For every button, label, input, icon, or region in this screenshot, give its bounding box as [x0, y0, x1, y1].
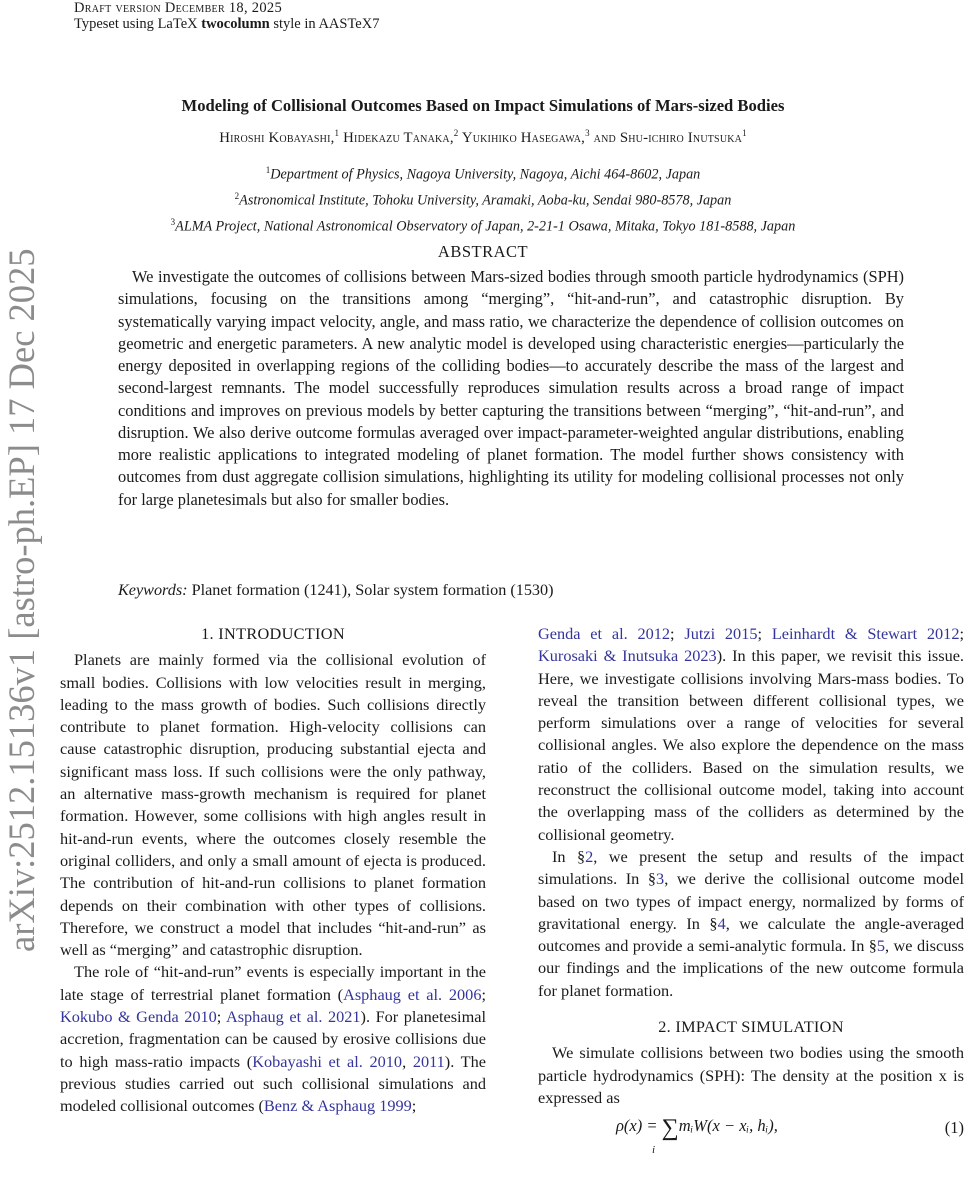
section-heading-impact-simulation: 2. IMPACT SIMULATION — [658, 1017, 844, 1037]
affiliation-item: $^1$Department of Physics, Nagoya University, Nagoya, Aichi 464-8602, Japan — [265, 165, 701, 183]
intro-paragraph-continued: Genda et al. 2012; Jutzi 2015; Leinhardt & Stewart 2012; Kurosaki & Inutsuka 2023). In this paper, we revisit this issue. Here, we investigate collisions involving Mars-mass bodies. To reveal the transition between different collisional types, we perform simulations over a range of velocities for several collisional angles. We also explore the dependence on the mass ratio of the colliders. Based on the simulation results, we reconstruct the collisional outcome model, taking into account the overlapping mass of the colliders as determined by the collisional geometry. — [538, 624, 965, 844]
citation-link[interactable]: Jutzi 2015 — [684, 624, 758, 643]
citation-link[interactable]: Benz & Asphaug 1999 — [263, 1096, 412, 1116]
left-column — [60, 623, 486, 1118]
author-affil-marker: 1 — [334, 128, 340, 138]
affiliation-item: $^2$Astronomical Institute, Tohoku University, Aramaki, Aoba-ku, Sendai 980-8578, Japan — [234, 191, 732, 209]
equation-body: ρ(x) = ∑mᵢW(x − xᵢ, hᵢ), — [616, 1115, 778, 1142]
equation-1 — [538, 1111, 964, 1155]
equation-number: (1) — [944, 1118, 964, 1138]
citation-link[interactable]: Kobayashi et al. 2010 — [252, 1051, 403, 1071]
section-link[interactable]: 5 — [876, 936, 886, 956]
paper-title: Modeling of Collisional Outcomes Based on Impact Simulations of Mars-sized Bodies — [181, 96, 785, 115]
citation-link[interactable]: Genda et al. 2012 — [538, 624, 671, 643]
typeset-line: Typeset using LaTeX twocolumn style in AASTeX7 — [74, 16, 380, 32]
latex-logo: LaTeX — [157, 16, 198, 32]
author-list — [0, 128, 966, 147]
author-affil-marker: 2 — [453, 128, 459, 138]
affiliation-item: $^3$ALMA Project, National Astronomical Observatory of Japan, 2-21-1 Osawa, Mitaka, Tokyo 181-8588, Japan — [170, 217, 796, 236]
section-heading-introduction: 1. INTRODUCTION — [201, 624, 345, 643]
intro-paragraph-1: Planets are mainly formed via the collisional evolution of small bodies. Collisions with low velocities result in merging, leading to the mass growth of bodies. Such collisions directly contribute to planet formation. High-velocity collisions can cause catastrophic disruption, producing substantial ejecta and significant mass loss. If such collisions were the only pathway, an alternative mass-growth mechanism is required for planet formation. However, some collisions with high angles result in hit-and-run events, where the outcomes closely resemble the original colliders, and only a small amount of ejecta is produced. The contribution of hit-and-run collisions to planet formation depends on their combination with other types of collisions. Therefore, we construct a model that includes “hit-and-run” as well as “merging” and catastrophic disruption. — [60, 650, 486, 960]
citation-link[interactable]: Kokubo & Genda 2010 — [60, 1007, 217, 1027]
abstract-heading: ABSTRACT — [437, 242, 529, 261]
citation-link[interactable]: Leinhardt & Stewart 2012 — [771, 624, 960, 643]
citation-link[interactable]: 2011 — [412, 1051, 445, 1071]
keywords-label: Keywords: — [118, 581, 188, 599]
summation-symbol: ∑ — [661, 1115, 679, 1142]
abstract-text: We investigate the outcomes of collisions between Mars-sized bodies through smooth particle hydrodynamics (SPH) simulations, focusing on the transitions among “merging”, “hit-and-run”, and catastrophic disruption. By systematically varying impact velocity, angle, and mass ratio, we characterize the dependence of collision outcomes on geometric and energetic parameters. A new analytic model is developed using characteristic energies—particularly the energy deposited in overlapping regions of the colliding bodies—to accurately describe the mass of the largest and second-largest remnants. The model successfully reproduces simulation results across a broad range of impact conditions and improves on previous models by better capturing the transitions between “merging”, “hit-and-run”, and disruption. We also derive outcome formulas averaged over impact-parameter-weighted angular distributions, enabling more realistic applications to integrated modeling of planet formation. The model further shows consistency with outcomes from dust aggregate collision simulations, highlighting its utility for modeling collisional processes not only for large planetesimals but also for smaller bodies. — [118, 267, 904, 509]
sph-paragraph: We simulate collisions between two bodies using the smooth particle hydrodynamics (SPH): The density at the position x is expressed as — [538, 1043, 964, 1107]
author-name: Yukihiko Hasegawa, — [461, 129, 586, 146]
outline-paragraph: In §2, we present the setup and results of the impact simulations. In §3, we derive the collisional outcome model based on two types of impact energy, normalized by forms of gravitational energy. In §4, we calculate the angle-averaged outcomes and provide a semi-analytic formula. In §5, we discuss our findings and the implications of the new outcome formula for planet formation. — [538, 846, 965, 1000]
summation-index: i — [652, 1144, 656, 1157]
section-link[interactable]: 4 — [717, 913, 726, 933]
section-link[interactable]: 2 — [585, 846, 594, 866]
citation-link[interactable]: Asphaug et al. 2006 — [343, 984, 482, 1004]
draft-version-line: Draft version December 18, 2025 — [74, 0, 282, 16]
arxiv-identifier-stamp: arXiv:2512.15136v1 [astro-ph.EP] 17 Dec 2025 — [1, 248, 42, 952]
author-name: Hidekazu Tanaka, — [343, 129, 454, 146]
author-name: Hiroshi Kobayashi, — [219, 129, 335, 146]
author-affil-marker: 1 — [742, 128, 747, 138]
citation-link[interactable]: Kurosaki & Inutsuka 2023 — [538, 646, 717, 666]
intro-paragraph-2: The role of “hit-and-run” events is especially important in the late stage of terrestrial planet formation (Asphaug et al. 2006; Kokubo & Genda 2010; Asphaug et al. 2021). For planetesimal accretion, fragmentation can be caused by erosive collisions due to high mass-ratio impacts (Kobayashi et al. 2010, 2011). The previous studies carried out such collisional simulations and modeled collisional outcomes (Benz & Asphaug 1999; — [60, 962, 486, 1116]
author-name: and Shu-ichiro Inutsuka — [593, 129, 743, 146]
section-link[interactable]: 3 — [656, 869, 665, 889]
keywords — [118, 581, 554, 600]
author-affil-marker: 3 — [585, 128, 590, 138]
citation-link[interactable]: Asphaug et al. 2021 — [225, 1007, 361, 1027]
running-header — [74, 0, 379, 32]
keywords-list: Planet formation (1241), Solar system formation (1530) — [187, 581, 554, 599]
affiliations — [0, 160, 966, 239]
right-column — [538, 623, 964, 1155]
